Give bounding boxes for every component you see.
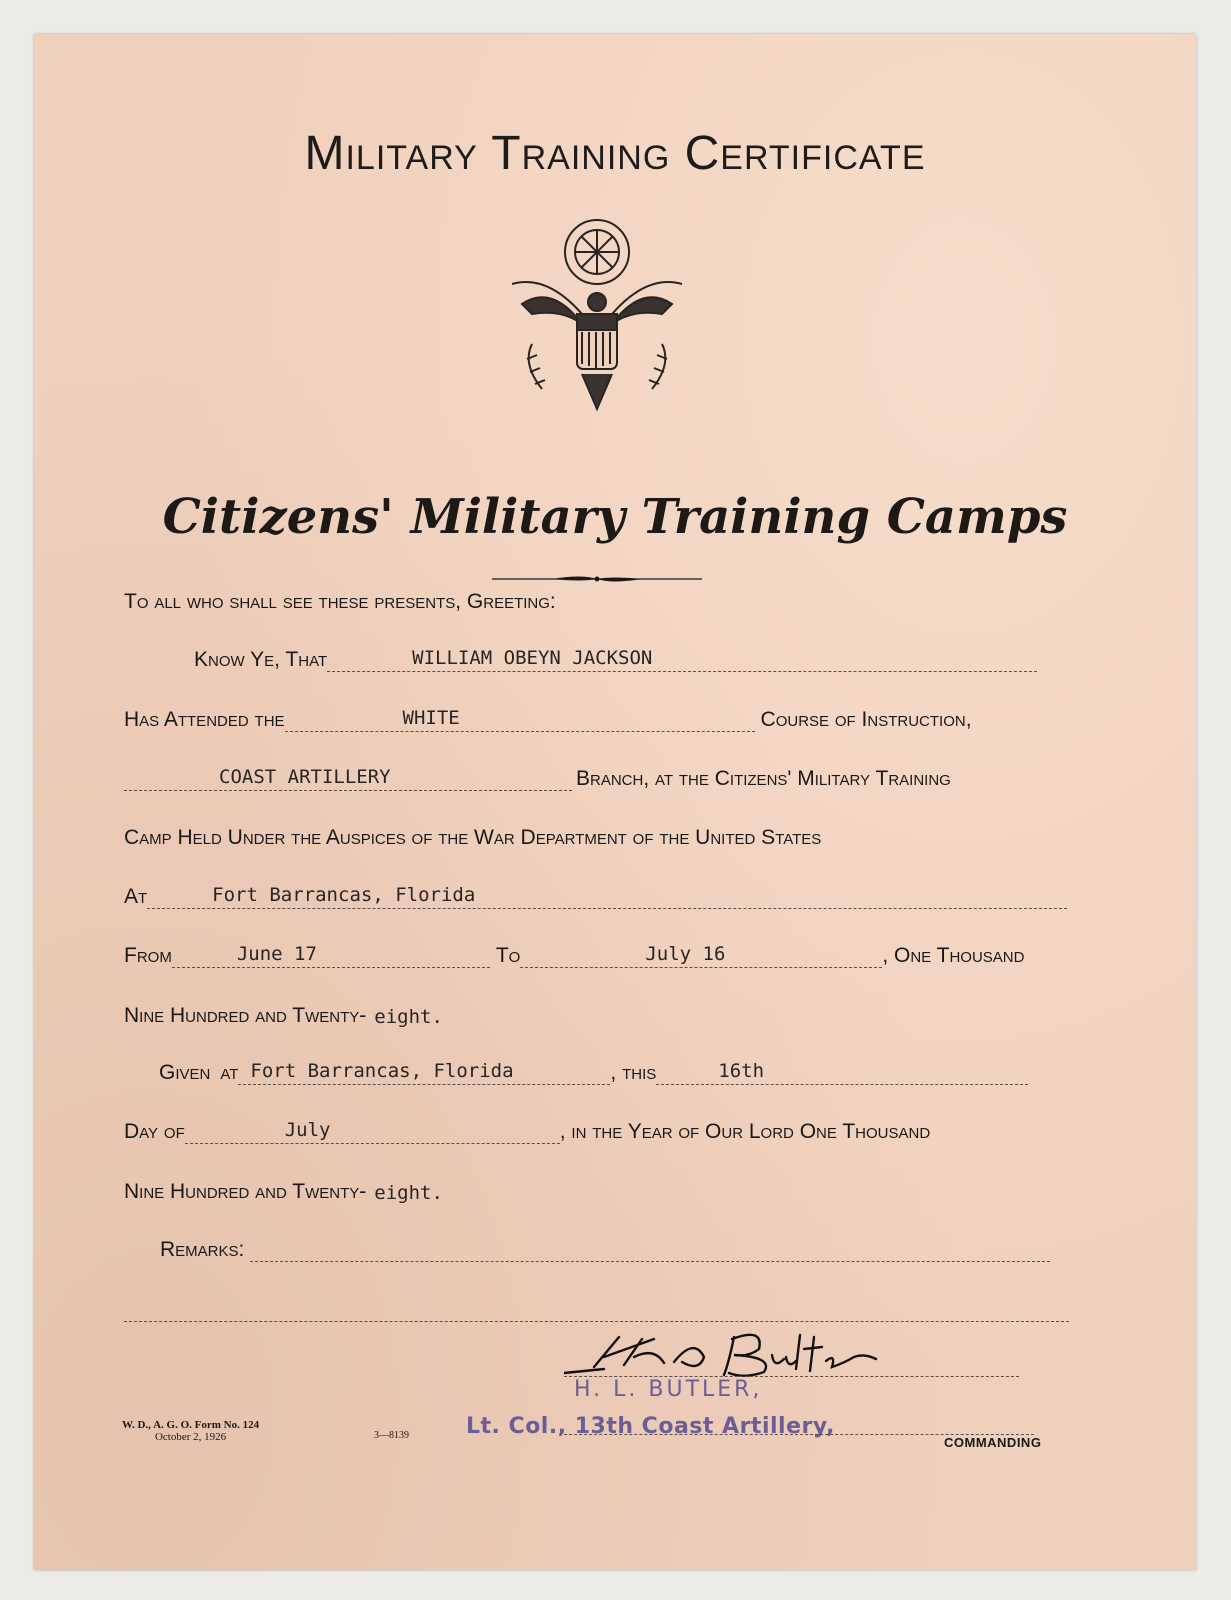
month-value: July: [284, 1119, 331, 1141]
greeting-text: To all who shall see these presents, Greeting:: [124, 590, 556, 613]
course-suffix: Course of Instruction,: [760, 708, 972, 731]
to-date: July 16: [645, 943, 726, 965]
camp-line: [124, 820, 1124, 850]
certificate-paper: [34, 34, 1196, 1570]
attended-label: Has Attended the: [124, 708, 285, 731]
year-typed-2: eight.: [374, 1182, 443, 1204]
stamp-title: Lt. Col., 13th Coast Artillery,: [466, 1414, 835, 1439]
dates-line: [124, 938, 1124, 968]
know-ye-label: Know Ye, That: [194, 648, 328, 671]
from-field: [172, 943, 490, 968]
given-location-field: [238, 1060, 610, 1085]
given-at-label: at: [220, 1061, 239, 1084]
attended-line: [124, 702, 1124, 732]
print-code: 3—8139: [374, 1430, 409, 1441]
from-date: June 17: [236, 943, 317, 965]
know-ye-line: [124, 642, 1124, 672]
name-field: [327, 647, 1037, 672]
given-location: Fort Barrancas, Florida: [250, 1060, 514, 1082]
recipient-name: WILLIAM OBEYN JACKSON: [412, 647, 653, 669]
one-thousand-text: , One Thousand: [882, 944, 1025, 967]
year-line-2: [124, 1174, 1124, 1204]
commanding-label: COMMANDING: [944, 1435, 1042, 1450]
nine-hundred-text-2: Nine Hundred and Twenty-: [124, 1180, 367, 1203]
year-of-lord-text: , in the Year of Our Lord One Thousand: [559, 1120, 931, 1143]
course-value: WHITE: [402, 707, 460, 729]
great-seal-eagle-icon: [502, 214, 692, 414]
branch-value: COAST ARTILLERY: [219, 766, 391, 788]
day-of-line: [124, 1114, 1124, 1144]
day-field: [656, 1060, 1028, 1085]
nine-hundred-text: Nine Hundred and Twenty-: [124, 1004, 367, 1027]
given-label: Given: [159, 1061, 211, 1084]
form-date: October 2, 1926: [154, 1431, 227, 1443]
form-number-block: [122, 1419, 259, 1443]
branch-field: [124, 766, 572, 791]
stamp-name: H. L. BUTLER,: [574, 1377, 763, 1402]
certificate-title: Military Training Certificate: [304, 127, 926, 180]
from-label: From: [124, 944, 172, 967]
location-line: [124, 879, 1124, 909]
to-field: [520, 943, 882, 968]
this-label: , this: [610, 1061, 657, 1084]
remarks-line: [124, 1232, 1124, 1262]
given-line: [124, 1055, 1124, 1085]
camp-text: Camp Held Under the Auspices of the War Department of the United States: [124, 826, 822, 849]
remarks-label: Remarks:: [160, 1238, 245, 1261]
location-field: [147, 884, 1067, 909]
camps-heading: Citizens' Military Training Camps: [162, 489, 1068, 545]
day-of-label: Day of: [124, 1120, 185, 1143]
at-label: At: [124, 885, 148, 908]
to-label: To: [495, 944, 521, 967]
course-field: [285, 707, 755, 732]
branch-line: [124, 761, 1124, 791]
month-field: [185, 1119, 560, 1144]
branch-suffix: Branch, at the Citizens' Military Training: [576, 767, 951, 790]
location-value: Fort Barrancas, Florida: [212, 884, 476, 906]
greeting-line: [124, 584, 1124, 614]
year-line-1: [124, 998, 1124, 1028]
form-number: W. D., A. G. O. Form No. 124: [122, 1419, 260, 1431]
remarks-field: [250, 1237, 1050, 1262]
day-number: 16th: [718, 1060, 765, 1082]
year-typed: eight.: [374, 1006, 443, 1028]
